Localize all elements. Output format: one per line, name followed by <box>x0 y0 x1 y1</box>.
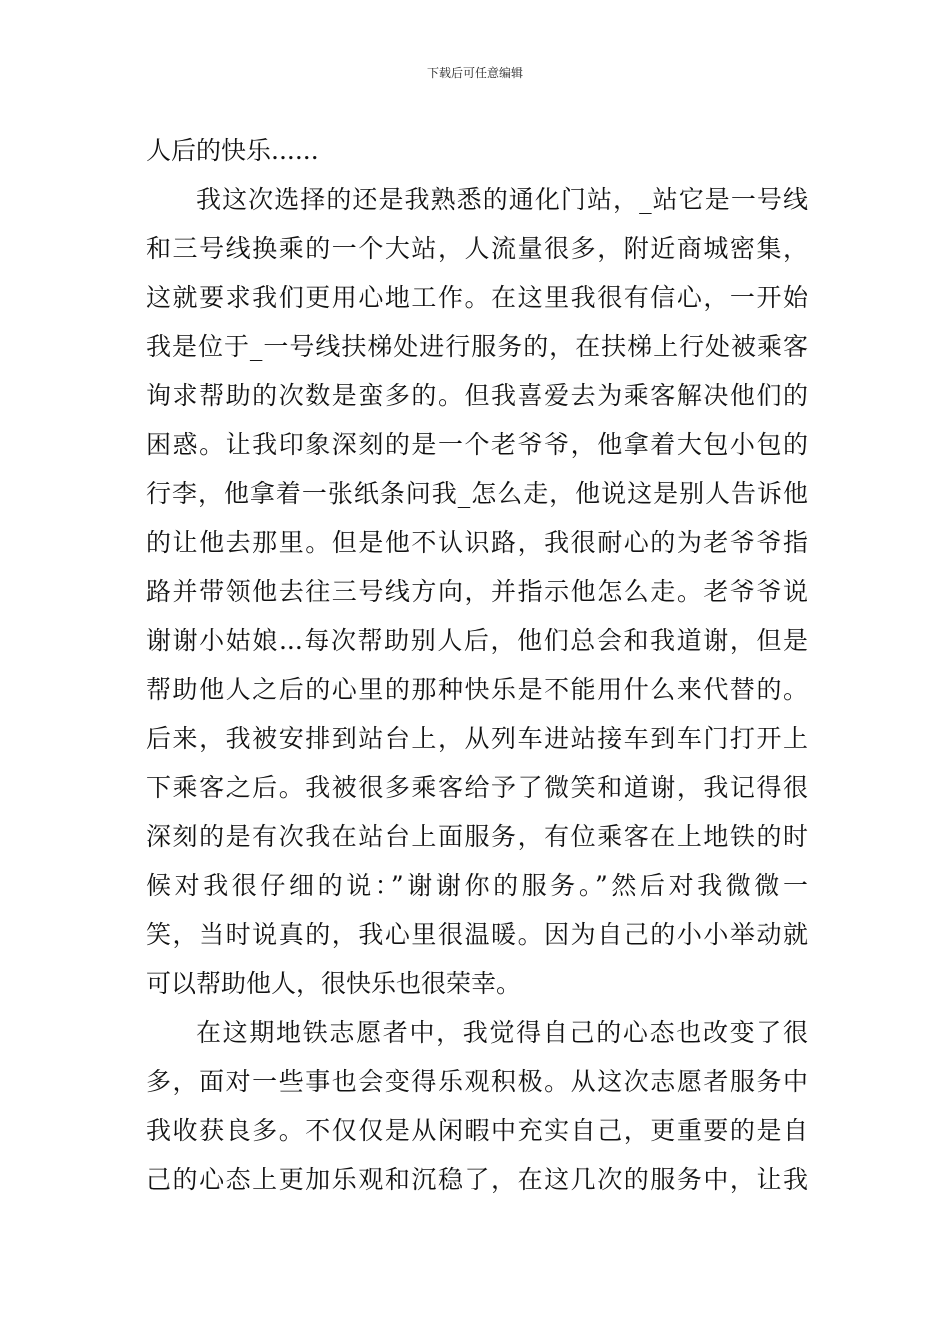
text-line: 人后的快乐...... <box>146 136 319 165</box>
text-line: 的让他去那里。但是他不认识路，我很耐心的为老爷爷指 <box>146 528 808 557</box>
page-header: 下载后可任意编辑 <box>426 66 523 80</box>
text-line: 笑，当时说真的，我心里很温暖。因为自己的小小举动就 <box>146 920 808 949</box>
text-line: 谢谢小姑娘...每次帮助别人后，他们总会和我道谢，但是 <box>146 626 808 655</box>
text-line: 我收获良多。不仅仅是从闲暇中充实自己，更重要的是自 <box>146 1116 808 1145</box>
text-line: 候对我很仔细的说：”谢谢你的服务。”然后对我微微一 <box>146 871 808 900</box>
text-line: 行李，他拿着一张纸条问我_怎么走，他说这是别人告诉他 <box>146 479 808 508</box>
text-line: 困惑。让我印象深刻的是一个老爷爷，他拿着大包小包的 <box>146 430 808 459</box>
text-line: 可以帮助他人，很快乐也很荣幸。 <box>146 969 522 998</box>
text-line: 多，面对一些事也会变得乐观积极。从这次志愿者服务中 <box>146 1067 808 1096</box>
text-line: 己的心态上更加乐观和沉稳了，在这几次的服务中，让我 <box>146 1165 808 1194</box>
paragraph-first-line: 在这期地铁志愿者中，我觉得自己的心态也改变了很 <box>196 1018 808 1047</box>
text-line: 深刻的是有次我在站台上面服务，有位乘客在上地铁的时 <box>146 822 808 851</box>
text-line: 帮助他人之后的心里的那种快乐是不能用什么来代替的。 <box>146 675 808 704</box>
text-line: 询求帮助的次数是蛮多的。但我喜爱去为乘客解决他们的 <box>146 381 808 410</box>
text-line: 下乘客之后。我被很多乘客给予了微笑和道谢，我记得很 <box>146 773 808 802</box>
text-line: 路并带领他去往三号线方向，并指示他怎么走。老爷爷说 <box>146 577 808 606</box>
text-line: 和三号线换乘的一个大站，人流量很多，附近商城密集， <box>146 234 808 263</box>
document-body <box>146 126 808 1204</box>
text-line: 我是位于_一号线扶梯处进行服务的，在扶梯上行处被乘客 <box>146 332 808 361</box>
text-line: 这就要求我们更用心地工作。在这里我很有信心，一开始 <box>146 283 808 312</box>
paragraph-first-line: 我这次选择的还是我熟悉的通化门站，_站它是一号线 <box>196 185 808 214</box>
text-line: 后来，我被安排到站台上，从列车进站接车到车门打开上 <box>146 724 808 753</box>
